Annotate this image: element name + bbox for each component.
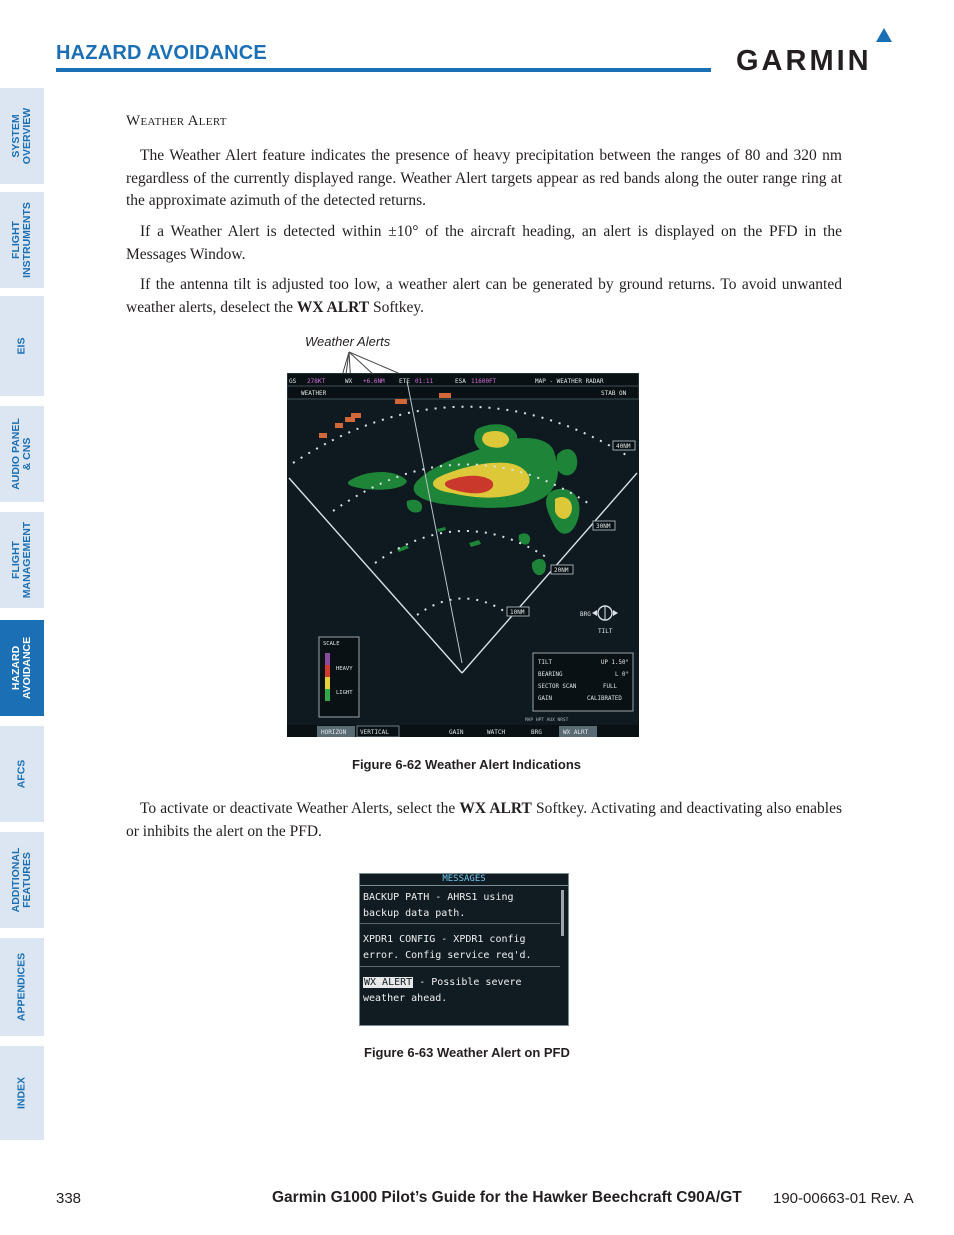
svg-text:WEATHER: WEATHER bbox=[301, 390, 327, 397]
brg-indicator bbox=[580, 606, 618, 635]
pfd-messages-window bbox=[359, 873, 569, 1026]
map-status: MAP HPT AUX NRST bbox=[525, 718, 569, 723]
paragraph: If the antenna tilt is adjusted too low, a weather alert can be generated by ground returns. To avoid unwanted weather alerts, deselect the WX ALRT Softkey. bbox=[126, 276, 842, 316]
logo-wordmark: GARMIN bbox=[736, 45, 872, 77]
softkey-name: WX ALRT bbox=[459, 800, 532, 817]
softkey-name: WX ALRT bbox=[296, 298, 370, 316]
tab-index[interactable]: INDEX bbox=[0, 1046, 44, 1140]
svg-text:WATCH: WATCH bbox=[487, 729, 506, 736]
svg-text:L 0°: L 0° bbox=[615, 672, 629, 678]
garmin-logo bbox=[736, 26, 900, 76]
tab-additional-features[interactable]: ADDITIONAL FEATURES bbox=[0, 832, 44, 928]
svg-text:HORIZON: HORIZON bbox=[321, 729, 347, 736]
message-item: WX ALERT - Possible severe weather ahead. bbox=[363, 977, 522, 1004]
scale-swatch bbox=[325, 689, 330, 701]
tab-system-overview[interactable]: SYSTEM OVERVIEW bbox=[0, 88, 44, 184]
tab-audio-panel-cns[interactable]: AUDIO PANEL & CNS bbox=[0, 406, 44, 502]
svg-text:SECTOR SCAN: SECTOR SCAN bbox=[538, 684, 577, 690]
paragraph: To activate or deactivate Weather Alerts, select the WX ALRT Softkey. Activating and deactivating also enables or inhibits the alert on the PFD. bbox=[126, 800, 843, 840]
figure-caption: Figure 6-63 Weather Alert on PFD bbox=[364, 1045, 570, 1060]
document-number: 190-00663-01 Rev. A bbox=[773, 1190, 914, 1207]
svg-text:GAIN: GAIN bbox=[538, 696, 552, 702]
svg-text:SCALE: SCALE bbox=[323, 641, 340, 647]
tab-appendices[interactable]: APPENDICES bbox=[0, 938, 44, 1036]
svg-text:BRG: BRG bbox=[580, 611, 591, 618]
svg-text:FULL: FULL bbox=[603, 684, 617, 690]
svg-text:11600FT: 11600FT bbox=[471, 378, 497, 385]
svg-text:UP 1.50°: UP 1.50° bbox=[601, 660, 629, 666]
range-label: 30NM bbox=[596, 523, 611, 530]
svg-text:GAIN: GAIN bbox=[449, 729, 464, 736]
svg-text:+6.6NM: +6.6NM bbox=[363, 378, 385, 385]
svg-text:WX ALRT: WX ALRT bbox=[563, 729, 589, 736]
svg-text:HEAVY: HEAVY bbox=[336, 666, 353, 672]
svg-text:BRG: BRG bbox=[531, 729, 542, 736]
svg-text:GS: GS bbox=[289, 378, 297, 385]
svg-text:BEARING: BEARING bbox=[538, 672, 563, 678]
page-number: 338 bbox=[56, 1190, 82, 1207]
header-rule bbox=[56, 68, 711, 72]
svg-text:278KT: 278KT bbox=[307, 378, 326, 385]
paragraph: If a Weather Alert is detected within ±10° of the aircraft heading, an alert is displayed on the PFD in the Messages Window. bbox=[126, 223, 842, 263]
figure-caption: Figure 6-62 Weather Alert Indications bbox=[352, 757, 581, 772]
range-label: 40NM bbox=[616, 443, 631, 450]
tab-hazard-avoidance[interactable]: HAZARD AVOIDANCE bbox=[0, 620, 44, 716]
scale-swatch bbox=[325, 665, 330, 677]
sub-heading: Weather Alert bbox=[126, 113, 227, 129]
tab-eis[interactable]: EIS bbox=[0, 296, 44, 396]
svg-text:TILT: TILT bbox=[538, 660, 552, 666]
message-item: XPDR1 CONFIG - XPDR1 config error. Config service req'd. bbox=[363, 934, 532, 961]
scale-swatch bbox=[325, 677, 330, 689]
svg-text:01:11: 01:11 bbox=[415, 378, 434, 385]
weather-radar-display bbox=[287, 373, 639, 737]
logo-triangle-icon bbox=[874, 26, 894, 44]
svg-text:VERTICAL: VERTICAL bbox=[360, 729, 389, 736]
message-item: BACKUP PATH - AHRS1 using backup data path. bbox=[363, 892, 514, 919]
svg-text:ESA: ESA bbox=[455, 378, 466, 385]
svg-text:LIGHT: LIGHT bbox=[336, 690, 353, 696]
callout-label: Weather Alerts bbox=[305, 334, 391, 349]
svg-text:MAP - WEATHER RADAR: MAP - WEATHER RADAR bbox=[535, 378, 604, 385]
svg-text:STAB ON: STAB ON bbox=[601, 390, 627, 397]
range-label: 20NM bbox=[554, 567, 569, 574]
tab-flight-instruments[interactable]: FLIGHT INSTRUMENTS bbox=[0, 192, 44, 288]
section-title: HAZARD AVOIDANCE bbox=[56, 42, 267, 64]
scrollbar[interactable] bbox=[561, 890, 564, 936]
wx-alert-highlight: WX ALERT bbox=[364, 977, 413, 988]
scale-swatch bbox=[325, 653, 330, 665]
tab-afcs[interactable]: AFCS bbox=[0, 726, 44, 822]
radar-graphic bbox=[287, 373, 639, 737]
tab-flight-management[interactable]: FLIGHT MANAGEMENT bbox=[0, 512, 44, 608]
paragraph: The Weather Alert feature indicates the presence of heavy precipitation between the ranges of 80 and 320 nm regardless of the currently displayed range. Weather Alert targets appear as red bands along the outer range ring at the approximate azimuth of the detected returns. bbox=[126, 147, 842, 209]
footer-title: Garmin G1000 Pilot’s Guide for the Hawker Beechcraft C90A/GT bbox=[272, 1189, 742, 1206]
svg-text:ETE: ETE bbox=[399, 378, 410, 385]
svg-text:CALIBRATED: CALIBRATED bbox=[587, 696, 622, 702]
range-label: 10NM bbox=[510, 609, 525, 616]
messages-header: MESSAGES bbox=[360, 874, 568, 886]
svg-text:WX: WX bbox=[345, 378, 353, 385]
svg-text:TILT: TILT bbox=[598, 628, 613, 635]
